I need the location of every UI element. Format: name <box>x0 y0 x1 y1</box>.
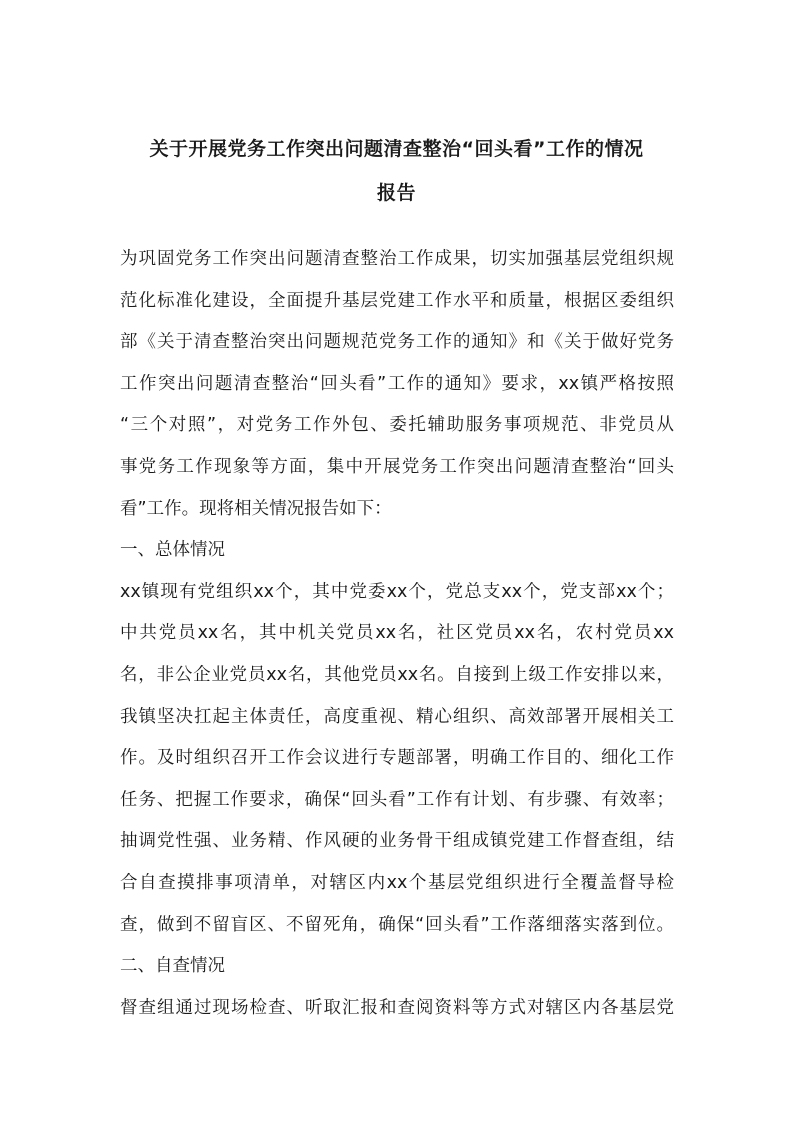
text-line: 作。及时组织召开工作会议进行专题部署，明确工作目的、细化工作 <box>120 748 674 769</box>
text-line: 中共党员xx名，其中机关党员xx名，社区党员xx名，农村党员xx <box>120 623 674 644</box>
text-line: “三个对照”，对党务工作外包、委托辅助服务事项规范、非党员从 <box>120 415 674 436</box>
section-heading-self-inspection: 二、自查情况 <box>120 956 225 977</box>
document-title-line-2: 报告 <box>376 182 416 204</box>
section-heading-overview: 一、总体情况 <box>120 540 225 561</box>
self-inspection-paragraph <box>120 995 674 1037</box>
document-title-line-1: 关于开展党务工作突出问题清查整治“回头看”工作的情况 <box>149 138 644 160</box>
text-line: 事党务工作现象等方面，集中开展党务工作突出问题清查整治“回头 <box>120 456 674 477</box>
intro-paragraph <box>120 246 674 537</box>
text-line: 合自查摸排事项清单，对辖区内xx个基层党组织进行全覆盖督导检 <box>120 872 674 893</box>
text-line: 部《关于清查整治突出问题规范党务工作的通知》和《关于做好党务 <box>120 332 674 353</box>
text-line: 查，做到不留盲区、不留死角，确保“回头看”工作落细落实落到位。 <box>120 914 674 935</box>
text-line: xx镇现有党组织xx个，其中党委xx个，党总支xx个，党支部xx个； <box>120 581 674 602</box>
document-body <box>120 246 674 1036</box>
text-line: 看”工作。现将相关情况报告如下： <box>120 498 392 519</box>
text-line: 任务、把握工作要求，确保“回头看”工作有计划、有步骤、有效率； <box>120 789 674 810</box>
text-line: 抽调党性强、业务精、作风硬的业务骨干组成镇党建工作督查组，结 <box>120 831 674 852</box>
text-line: 我镇坚决扛起主体责任，高度重视、精心组织、高效部署开展相关工 <box>120 706 674 727</box>
text-line: 名，非公企业党员xx名，其他党员xx名。自接到上级工作安排以来， <box>120 664 674 685</box>
text-line: 范化标准化建设，全面提升基层党建工作水平和质量，根据区委组织 <box>120 290 674 311</box>
overview-paragraph <box>120 579 674 953</box>
text-line: 为巩固党务工作突出问题清查整治工作成果，切实加强基层党组织规 <box>120 249 674 269</box>
text-line: 工作突出问题清查整治“回头看”工作的通知》要求，xx镇严格按照 <box>120 373 674 394</box>
text-line: 督查组通过现场检查、听取汇报和查阅资料等方式对辖区内各基层党 <box>120 997 674 1018</box>
